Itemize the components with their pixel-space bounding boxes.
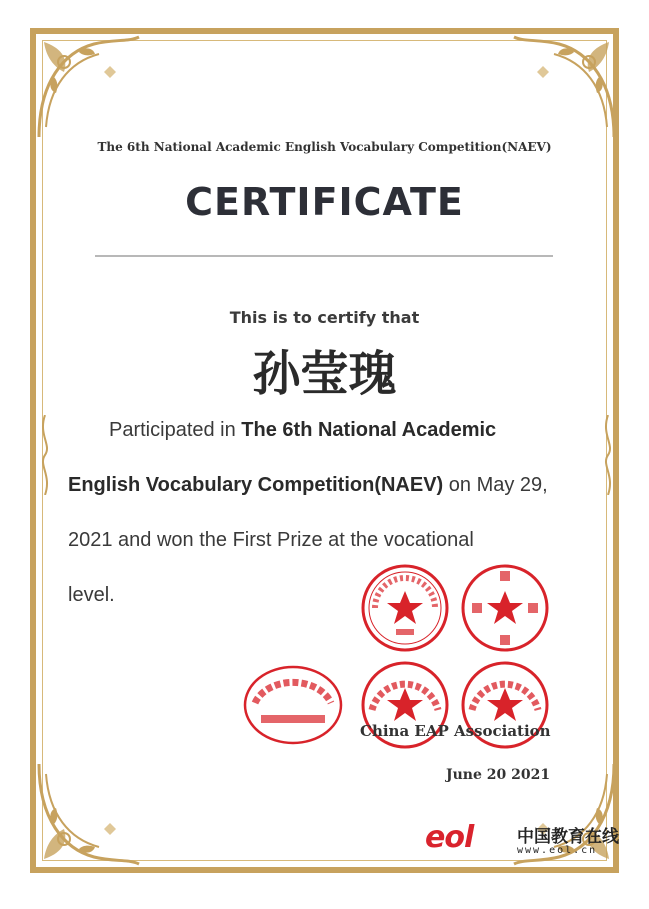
seal-oval-left [243, 665, 343, 745]
certificate-heading: CERTIFICATE [185, 180, 464, 224]
body-line-1 [109, 419, 496, 442]
corner-ornament-bottom-left [34, 759, 144, 869]
side-ornament-left [38, 415, 52, 495]
competition-title: The 6th National Academic English Vocabulary Competition(NAEV) [97, 140, 552, 154]
body-line-2-suffix: on May 29, [443, 474, 548, 496]
seal-china-eap-association [360, 563, 450, 653]
side-ornament-right [601, 415, 615, 495]
seal-round-top-right [460, 563, 550, 653]
corner-ornament-top-right [509, 32, 619, 142]
issue-date: June 20 2021 [446, 767, 551, 783]
title-divider [95, 255, 553, 257]
body-line-1-bold: The 6th National Academic [241, 419, 497, 441]
eol-url-text: www.eol.cn [517, 845, 598, 856]
body-line-2-bold: English Vocabulary Competition(NAEV) [68, 474, 444, 496]
recipient-name: 孙莹瑰 [252, 346, 397, 402]
eol-logo-mark: eol [425, 820, 474, 855]
eol-watermark-logo [425, 820, 635, 865]
issuing-organization: China EAP Association [360, 722, 551, 740]
body-line-2 [68, 474, 548, 497]
corner-ornament-top-left [34, 32, 144, 142]
body-line-3: 2021 and won the First Prize at the vocational [68, 529, 474, 551]
body-line-1-prefix: Participated in [109, 419, 242, 441]
body-line-4: level. [68, 584, 115, 606]
eol-chinese-text: 中国教育在线 [517, 827, 619, 847]
certify-text: This is to certify that [229, 308, 420, 327]
